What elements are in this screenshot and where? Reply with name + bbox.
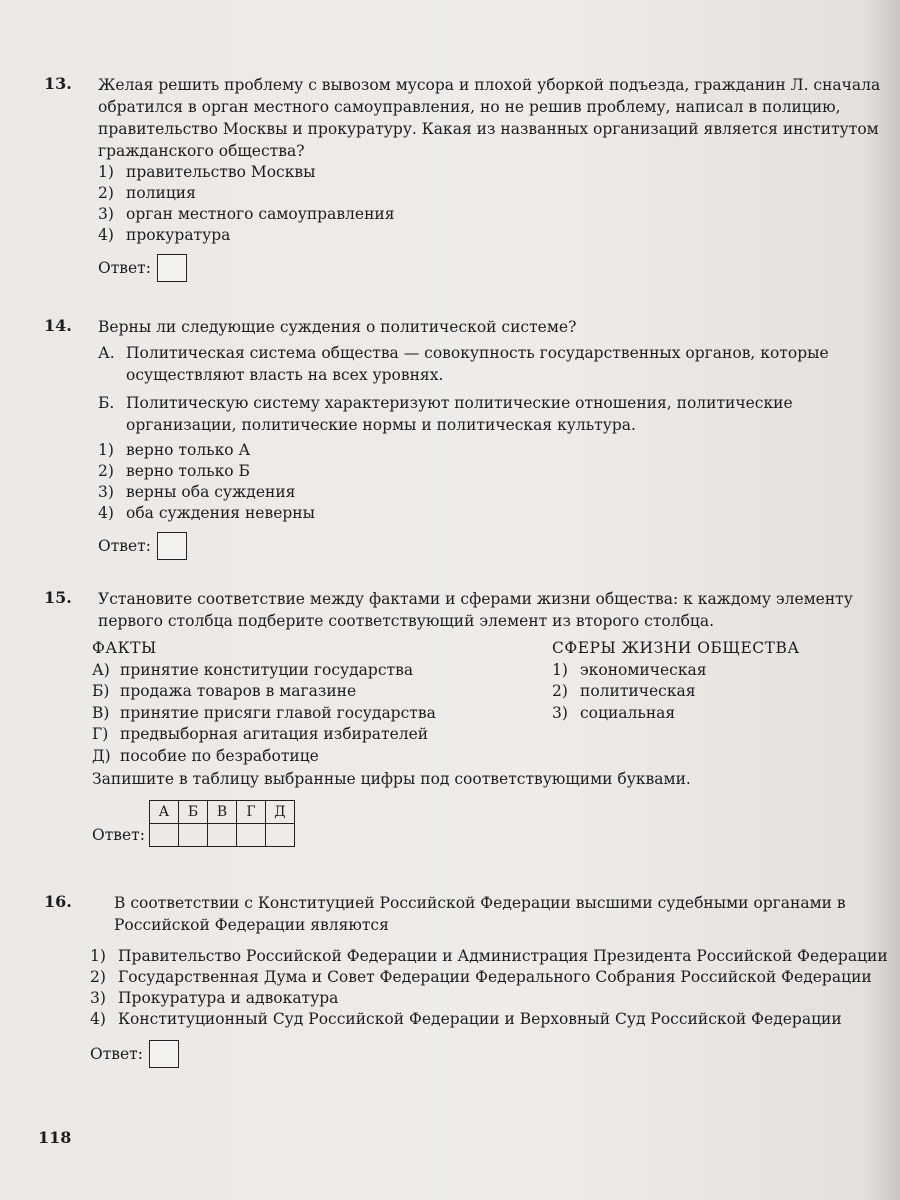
letter-a: А	[149, 801, 178, 824]
option-2[interactable]: 2) полиция	[98, 184, 196, 202]
option-1[interactable]: 1) Правительство Российской Федерации и Администрация Президента Российской Федерации	[90, 947, 888, 965]
fact-a: А) принятие конституции государства	[92, 660, 414, 679]
answer-cell-v[interactable]	[207, 824, 236, 847]
answer-table	[149, 800, 295, 847]
sphere-2: 2) политическая	[552, 682, 696, 700]
question-number: 13.	[44, 74, 72, 93]
question-text: Желая решить проблему с вывозом мусора и плохой уборкой подъезда, гражданин Л. сначала обратился в орган местного самоуправления, но не решив проблему, написал в полицию, правительство Москвы и прокуратуру. Какая из названных организаций является институтом гражданского общества?	[98, 76, 881, 160]
option-3[interactable]: 3) Прокуратура и адвокатура	[90, 989, 339, 1007]
option-3[interactable]: 3) верны оба суждения	[98, 483, 296, 501]
facts-header: ФАКТЫ	[92, 639, 157, 657]
question-13	[44, 74, 892, 282]
sphere-3: 3) социальная	[552, 703, 676, 722]
question-16	[44, 892, 892, 1068]
answer-cell-b[interactable]	[178, 824, 207, 847]
option-4[interactable]: 4) оба суждения неверны	[98, 504, 315, 522]
sphere-1: 1) экономическая	[552, 660, 707, 679]
answer-cell-a[interactable]	[149, 824, 178, 847]
letter-b: Б	[178, 801, 207, 824]
option-4[interactable]: 4) прокуратура	[98, 226, 231, 244]
answer-table-inputs	[149, 824, 294, 847]
question-14	[44, 316, 892, 560]
letter-g: Г	[236, 801, 265, 824]
instruction-text: Запишите в таблицу выбранные цифры под соответствующими буквами.	[92, 770, 691, 788]
answer-box[interactable]	[157, 254, 187, 282]
answer-cell-d[interactable]	[265, 824, 294, 847]
fact-d: Д) пособие по безработице	[92, 746, 319, 765]
question-text: В соответствии с Конституцией Российской Федерации высшими судебными органами в Российской Федерации являются	[114, 894, 846, 934]
fact-b: Б) продажа товаров в магазине	[92, 682, 357, 700]
option-2[interactable]: 2) Государственная Дума и Совет Федерации Федерального Собрания Российской Федерации	[90, 968, 872, 986]
answer-box[interactable]	[149, 1040, 179, 1068]
answer-row	[90, 1040, 892, 1068]
question-number: 14.	[44, 316, 72, 335]
fact-v: В) принятие присяги главой государства	[92, 703, 436, 722]
spheres-header: СФЕРЫ ЖИЗНИ ОБЩЕСТВА	[552, 639, 800, 657]
answer-label: Ответ:	[98, 259, 151, 277]
matching-columns	[92, 638, 892, 768]
answer-row	[92, 800, 892, 847]
options-list	[98, 162, 892, 246]
answer-label: Ответ:	[92, 825, 145, 844]
option-3[interactable]: 3) орган местного самоуправления	[98, 205, 395, 223]
option-1[interactable]: 1) верно только А	[98, 441, 251, 459]
option-1[interactable]: 1) правительство Москвы	[98, 163, 316, 181]
fact-g: Г) предвыборная агитация избирателей	[92, 725, 429, 743]
question-number: 15.	[44, 588, 72, 607]
option-4[interactable]: 4) Конституционный Суд Российской Федерации и Верховный Суд Российской Федерации	[90, 1010, 842, 1028]
facts-column	[92, 638, 436, 767]
page-number: 118	[38, 1128, 72, 1147]
question-text: Установите соответствие между фактами и сферами жизни общества: к каждому элементу первого столбца подберите соответствующий элемент из второго столбца.	[98, 590, 853, 630]
question-text: Верны ли следующие суждения о политической системе?	[98, 318, 577, 336]
answer-label: Ответ:	[98, 537, 151, 555]
answer-table-header	[149, 801, 294, 824]
answer-row	[98, 254, 892, 282]
question-15	[44, 588, 892, 847]
letter-d: Д	[265, 801, 294, 824]
statement-b: Б. Политическую систему характеризуют политические отношения, политические организации, политические нормы и политическая культура.	[98, 394, 793, 434]
question-number: 16.	[44, 892, 72, 911]
option-2[interactable]: 2) верно только Б	[98, 462, 250, 480]
answer-label: Ответ:	[90, 1045, 143, 1063]
answer-row	[98, 532, 892, 560]
answer-cell-g[interactable]	[236, 824, 265, 847]
answer-box[interactable]	[157, 532, 187, 560]
letter-v: В	[207, 801, 236, 824]
options-list	[98, 440, 892, 524]
spheres-column	[552, 638, 800, 724]
statement-a: А. Политическая система общества — совокупность государственных органов, которые осуществляют власть на всех уровнях.	[98, 344, 829, 384]
options-list	[90, 946, 892, 1030]
